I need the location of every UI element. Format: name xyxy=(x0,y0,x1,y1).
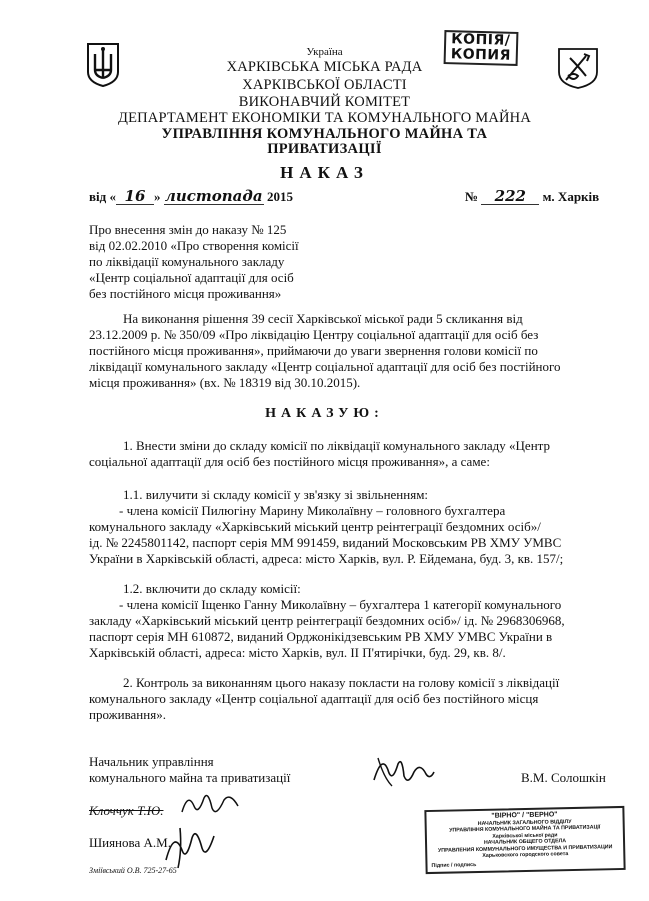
verno-line: УПРАВЛЕНИЯ КОММУНАЛЬНОГО ИМУЩЕСТВА И ПРИВАТИЗАЦИИ xyxy=(437,843,613,854)
verno-line: Харківської міської ради xyxy=(492,832,558,840)
order-number: 222 xyxy=(481,188,539,205)
verno-line: НАЧАЛЬНИК ЗАГАЛЬНОГО ВІДДІЛУ xyxy=(477,819,572,827)
header-committee: ВИКОНАВЧИЙ КОМІТЕТ xyxy=(238,94,411,110)
order-heading: НАКАЗУЮ: xyxy=(265,406,384,421)
item-1-2-line: закладу «Харківський міський центр реінтеграції бездомних осіб»/ ід. № 2968306968, xyxy=(89,613,565,628)
item-1 xyxy=(89,438,609,470)
signatory-name: В.М. Солошкін xyxy=(521,770,606,785)
verno-line: НАЧАЛЬНИК ОБЩЕГО ОТДЕЛА xyxy=(483,838,567,847)
item-1-1-line: 1.1. вилучити зі складу комісії у зв'язку зі звільненням: xyxy=(123,487,429,502)
item-2-line: 2. Контроль за виконанням цього наказу покласти на голову комісії з ліквідації xyxy=(123,675,560,690)
header-country: Україна xyxy=(306,46,343,58)
city: м. Харків xyxy=(542,189,600,204)
subject-line: по ліквідації комунального закладу xyxy=(89,254,285,269)
item-1-2 xyxy=(89,581,614,661)
header-directorate-line2: ПРИВАТИЗАЦІЇ xyxy=(267,141,382,157)
header-region: ХАРКІВСЬКОЇ ОБЛАСТІ xyxy=(242,77,407,93)
item-2-line: проживання». xyxy=(89,707,166,722)
date-prefix: від « xyxy=(89,189,116,204)
document-title: НАКАЗ xyxy=(280,163,369,182)
subject-block xyxy=(89,222,349,302)
approval-first: Клоччук Т.Ю. xyxy=(89,803,164,818)
subject-line: «Центр соціальної адаптації для осіб xyxy=(89,270,294,285)
item-1-1-line: ід. № 2245801142, паспорт серія ММ 991459, виданий Московським РВ ХМУ УМВС xyxy=(89,535,562,550)
item-2-line: комунального закладу «Центр соціальної адаптації для осіб без постійного місця xyxy=(89,691,539,706)
date-month: листопада xyxy=(164,187,263,205)
subject-line: без постійного місця проживання» xyxy=(89,286,282,301)
number-label: № xyxy=(465,189,479,204)
preamble-line: На виконання рішення 39 сесії Харківської міської ради 5 скликання від xyxy=(123,311,523,326)
header-department: ДЕПАРТАМЕНТ ЕКОНОМІКИ ТА КОМУНАЛЬНОГО МАЙНА xyxy=(117,110,532,126)
subject-line: Про внесення змін до наказу № 125 xyxy=(89,222,287,237)
order-number-line xyxy=(465,188,599,205)
date-day: 16 xyxy=(116,188,154,205)
preamble-line: ліквідації комунального закладу «Центр соціальної адаптації для осіб без постійного xyxy=(89,359,561,374)
item-1-1-line: - члена комісії Пилюгіну Марину Миколаївну – головного бухгалтера xyxy=(119,503,506,518)
item-1-line: соціальної адаптації для осіб без постійного місця проживання», а саме: xyxy=(89,454,490,469)
copy-stamp-line2: КОПИЯ xyxy=(450,46,512,64)
preamble xyxy=(89,311,609,391)
verno-line: Харьковского городского совета xyxy=(482,851,569,859)
approval-second: Шиянова А.М. xyxy=(89,835,171,850)
executor-note: Зміївський О.В. 725-27-65 xyxy=(89,866,177,875)
approval-signature-first xyxy=(178,788,248,822)
item-1-2-line: - члена комісії Іщенко Ганну Миколаївну – бухгалтера 1 категорії комунального xyxy=(119,597,562,612)
verno-signature-line: Підпис / подпись xyxy=(431,862,477,870)
item-1-line: 1. Внести зміни до складу комісії по ліквідації комунального закладу «Центр xyxy=(123,438,550,453)
item-1-2-line: паспорт серія МН 610872, виданий Орджонікідзевським РВ ХМУ УМВС України в xyxy=(89,629,553,644)
item-1-1-line: комунального закладу «Харківський міський центр реінтеграції бездомних осіб»/ xyxy=(89,519,541,534)
verno-line: УПРАВЛІННЯ КОМУНАЛЬНОГО МАЙНА ТА ПРИВАТИЗАЦІЇ xyxy=(449,824,601,834)
subject-line: від 02.02.2010 «Про створення комісії xyxy=(89,238,299,253)
header-directorate-line1: УПРАВЛІННЯ КОМУНАЛЬНОГО МАЙНА ТА xyxy=(161,126,488,142)
signatory-position xyxy=(89,754,290,786)
copy-stamp-line1: КОПІЯ/ xyxy=(451,31,511,49)
position-line: Начальник управління xyxy=(89,754,214,769)
date-year: 2015 xyxy=(266,189,293,204)
header-council: ХАРКІВСЬКА МІСЬКА РАДА xyxy=(226,59,423,75)
director-signature xyxy=(368,750,438,794)
approval-signature-second xyxy=(160,820,226,870)
item-1-2-line: Харківській області, адреса: місто Харків, вул. ІІ П'ятирічки, буд. 29, кв. 8/. xyxy=(89,645,506,660)
verno-title: "ВІРНО" / "ВЕРНО" xyxy=(491,811,558,820)
preamble-line: постійного місця проживання», приймаючи до уваги звернення голови комісії по xyxy=(89,343,538,358)
date-mid: » xyxy=(153,189,161,204)
position-line: комунального майна та приватизації xyxy=(89,770,291,785)
preamble-line: 23.12.2009 р. № 350/09 «Про ліквідацію Центру соціальної адаптації для осіб без xyxy=(89,327,539,342)
date-line xyxy=(89,188,293,205)
item-1-1-line: України в Харківській області, адреса: місто Харків, вул. Р. Ейдемана, буд. 3, кв. 157/; xyxy=(89,551,564,566)
item-2 xyxy=(89,675,609,723)
verno-stamp xyxy=(424,806,625,874)
item-1-2-line: 1.2. включити до складу комісії: xyxy=(123,581,301,596)
item-1-1 xyxy=(89,487,614,567)
preamble-line: місця проживання» (вх. № 18319 від 30.10.2015). xyxy=(89,375,361,390)
